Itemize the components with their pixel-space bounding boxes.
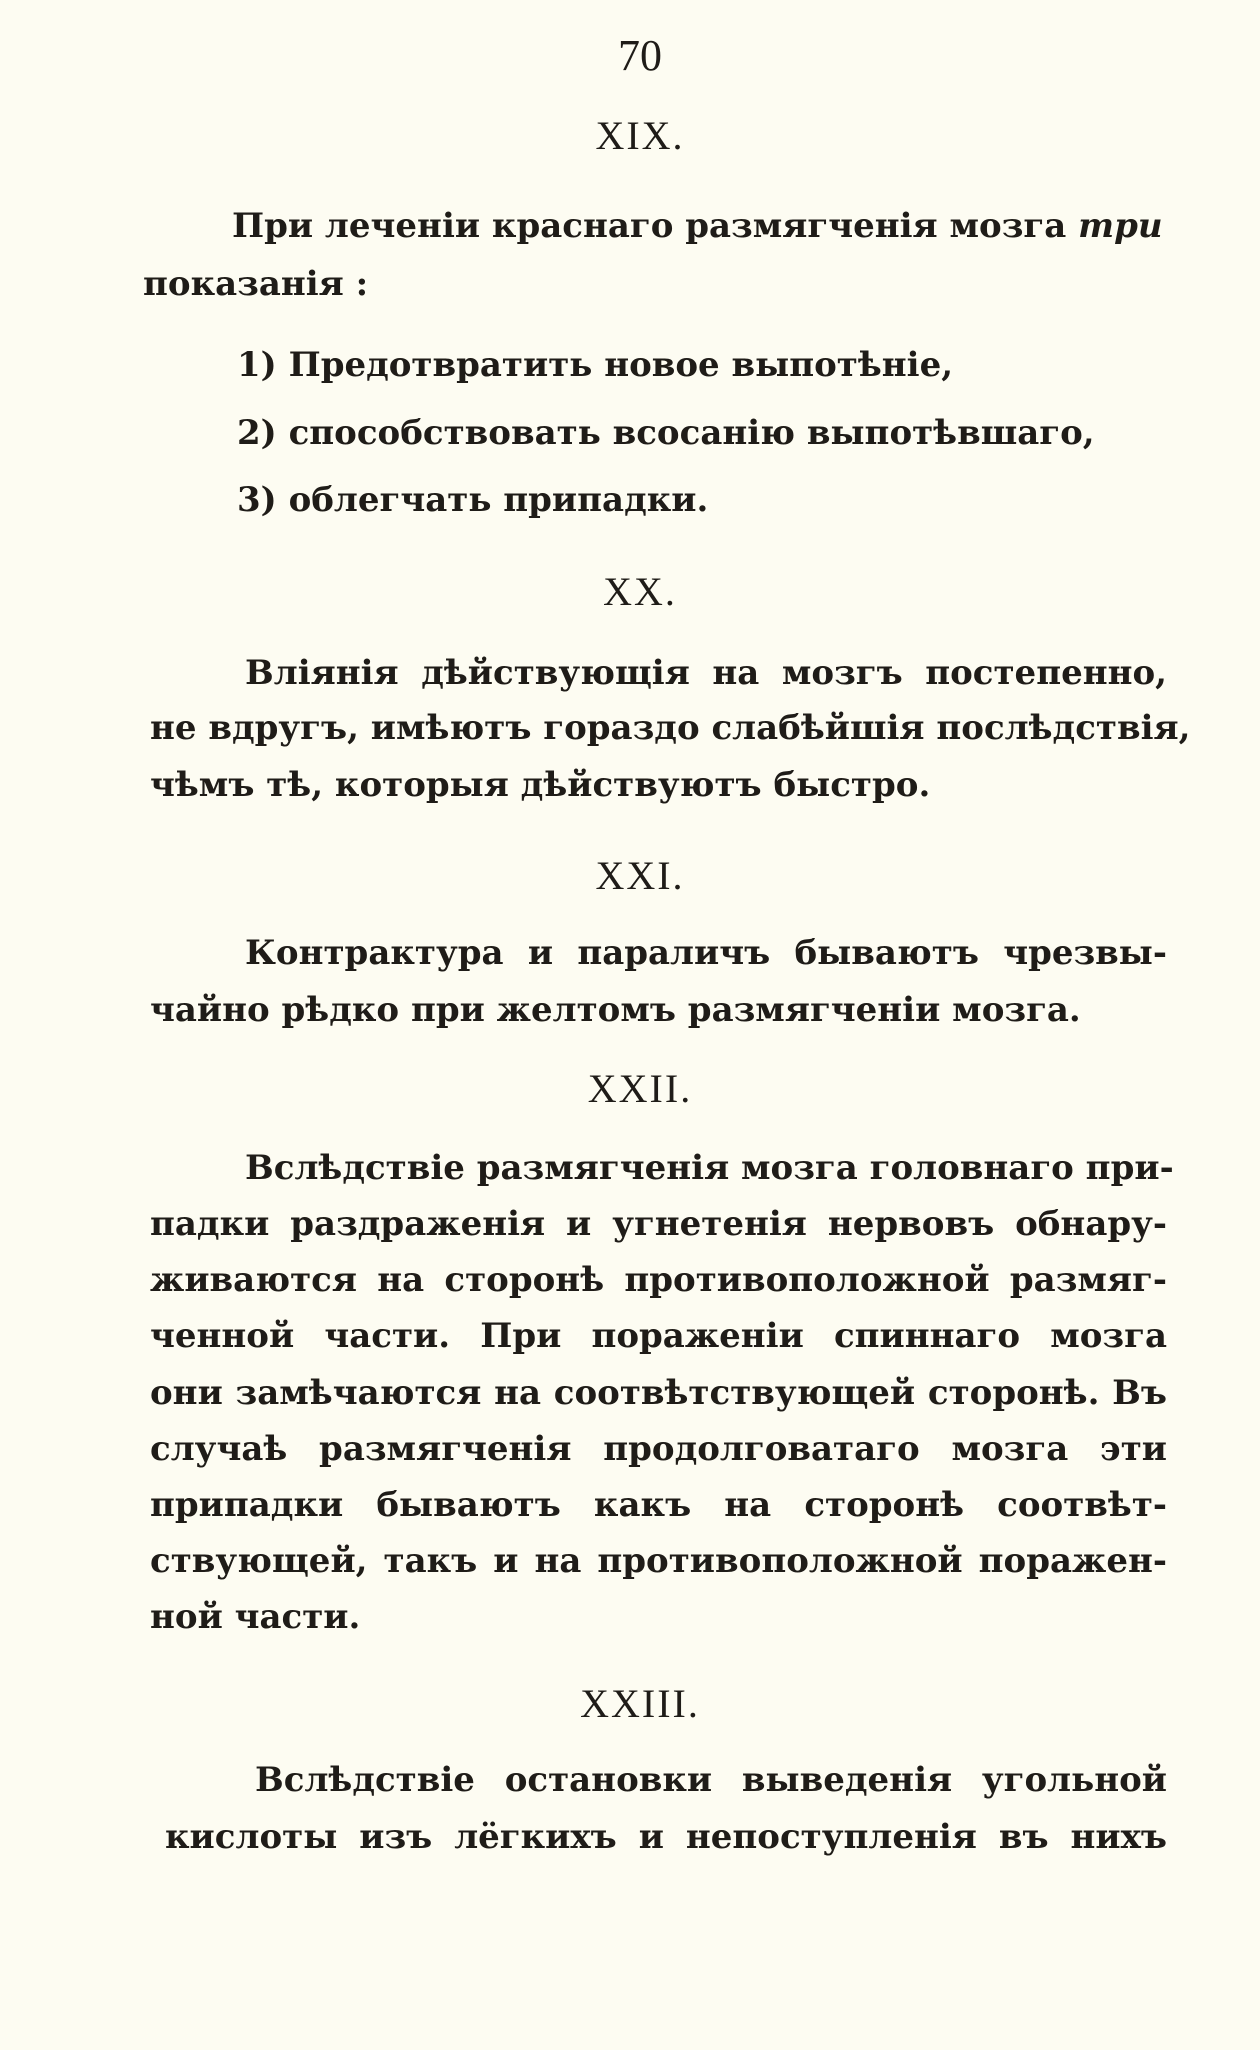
paragraph-line: Вслѣдствіе остановки выведенія угольной — [255, 1760, 1167, 1800]
paragraph-line: чайно рѣдко при желтомъ размягченіи мозга. — [150, 990, 1081, 1030]
paragraph-line: не вдругъ, имѣютъ гораздо слабѣйшія послѣдствія, — [150, 708, 1191, 748]
paragraph-line: они замѣчаются на соотвѣтствующей сторонѣ. Въ — [150, 1373, 1167, 1413]
section-heading-xxii: XXII. — [587, 1066, 693, 1111]
paragraph-line: показанія : — [143, 264, 369, 304]
paragraph-line: Вслѣдствіе размягченія мозга головнаго при- — [245, 1148, 1174, 1188]
paragraph-line: ченной части. При пораженіи спиннаго мозга — [150, 1316, 1167, 1356]
list-item: 3) облегчать припадки. — [237, 480, 709, 520]
paragraph-line: ствующей, такъ и на противоположной поражен- — [150, 1541, 1167, 1581]
section-heading-xxi: XXI. — [595, 853, 685, 898]
section-heading-xix: XIX. — [595, 113, 685, 158]
list-item: 2) способствовать всосанію выпотѣвшаго, — [237, 413, 1095, 453]
paragraph-line: чѣмъ тѣ, которыя дѣйствуютъ быстро. — [150, 765, 931, 805]
list-item: 1) Предотвратить новое выпотѣніе, — [237, 345, 954, 385]
paragraph-line: ной части. — [150, 1597, 361, 1637]
paragraph-line: припадки бываютъ какъ на сторонѣ соотвѣт- — [150, 1485, 1167, 1525]
paragraph-line: кислоты изъ лёгкихъ и непоступленія въ нихъ — [165, 1817, 1167, 1857]
paragraph-line: Контрактура и параличъ бываютъ чрезвы- — [245, 933, 1167, 973]
paragraph-line: При леченіи краснаго размягченія мозга три — [232, 206, 1163, 246]
emphasis-word: три — [1078, 206, 1163, 246]
section-heading-xxiii: XXIII. — [580, 1681, 700, 1726]
section-heading-xx: XX. — [603, 569, 677, 614]
paragraph-line: падки раздраженія и угнетенія нервовъ обнару- — [150, 1204, 1167, 1244]
paragraph-line: живаются на сторонѣ противоположной размяг- — [150, 1260, 1167, 1300]
paragraph-line: случаѣ размягченія продолговатаго мозга эти — [150, 1429, 1167, 1469]
paragraph-line: Вліянія дѣйствующія на мозгъ постепенно, — [245, 653, 1167, 693]
page-number: 70 — [618, 31, 662, 80]
